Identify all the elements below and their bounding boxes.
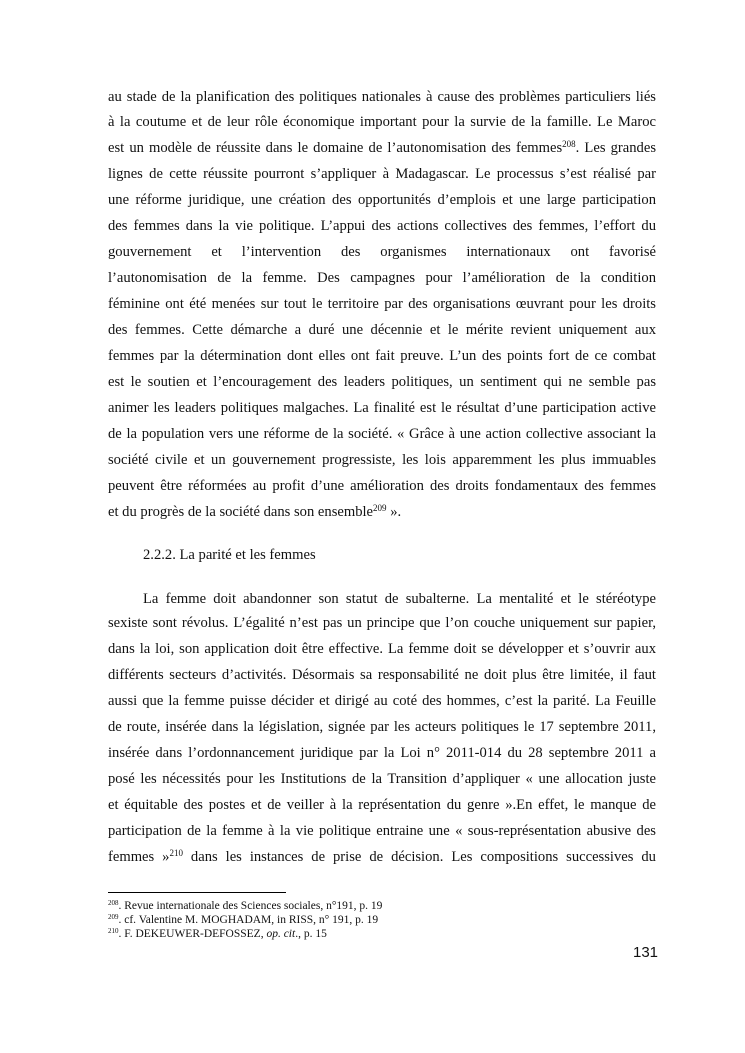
body-line-text: et du progrès de la société dans son ensemble — [108, 504, 374, 520]
footnote-ref[interactable]: 208 — [562, 139, 576, 149]
body-line-text: dans les instances de prise de décision. Les compositions successives du — [182, 849, 656, 865]
body-line: sexiste sont révolus. L’égalité n’est pas un principe que l’on couche uniquement sur papier, — [108, 615, 656, 631]
footnote-ref[interactable]: 210 — [169, 848, 183, 858]
footnote — [108, 899, 382, 913]
body-line: est le soutien et l’encouragement des leaders politiques, un sentiment qui ne semble pas — [108, 374, 656, 390]
footnote-text: ., p. 15 — [295, 928, 327, 940]
body-line: féminine ont été menées sur tout le territoire par des organisations œuvrant pour les droits — [108, 296, 656, 312]
body-line: aussi que la femme puisse décider et dirigé au coté des hommes, c’est la parité. La Feuille — [108, 693, 656, 709]
body-line: des femmes. Cette démarche a duré une décennie et le mérite revient uniquement aux — [108, 322, 656, 338]
body-line: de la population vers une réforme de la société. « Grâce à une action collective associant la — [108, 426, 656, 442]
body-line: lignes de cette réussite pourront s’appliquer à Madagascar. Le processus s’est réalisé par — [108, 166, 656, 182]
footnote — [108, 913, 378, 927]
body-line — [108, 503, 656, 521]
body-line: femmes par la détermination dont elles ont fait preuve. L’un des points fort de ce combat — [108, 348, 656, 364]
body-line: une réforme juridique, une création des opportunités d’emplois et une large participation — [108, 192, 656, 208]
footnote-italic: op. cit — [266, 928, 296, 940]
footnote-number: 210 — [108, 927, 119, 935]
body-line: différents secteurs d’activités. Désormais sa responsabilité ne doit plus être limitée, il faut — [108, 667, 656, 683]
body-line: l’autonomisation de la femme. Des campagnes pour l’amélioration de la condition — [108, 270, 656, 286]
body-line — [108, 848, 656, 866]
body-line: de route, insérée dans la législation, signée par les acteurs politiques le 17 septembre 2011, — [108, 719, 656, 735]
body-line-text: est un modèle de réussite dans le domaine de l’autonomisation des femmes — [108, 140, 563, 156]
body-line-text: ». — [386, 504, 402, 520]
body-line: La femme doit abandonner son statut de subalterne. La mentalité et le stéréotype — [143, 591, 656, 607]
body-line: et équitable des postes et de veiller à la représentation du genre ».En effet, le manque de — [108, 797, 656, 813]
body-line: société civile et un gouvernement progressiste, les lois apparemment les plus immuables — [108, 452, 656, 468]
section-heading: 2.2.2. La parité et les femmes — [143, 547, 316, 563]
body-line: au stade de la planification des politiques nationales à cause des problèmes particuliers liés — [108, 89, 656, 105]
body-line: participation de la femme à la vie politique entraine une « sous-représentation abusive des — [108, 823, 656, 839]
footnote-ref[interactable]: 209 — [373, 503, 387, 513]
body-line: dans la loi, son application doit être effective. La femme doit se développer et s’ouvrir aux — [108, 641, 656, 657]
body-line: à la coutume et de leur rôle économique important pour la survie de la famille. Le Maroc — [108, 114, 656, 130]
footnote-text: . F. DEKEUWER-DEFOSSEZ, — [118, 928, 267, 940]
footnote-number: 209 — [108, 913, 119, 921]
body-line: gouvernement et l’intervention des organismes internationaux ont favorisé — [108, 244, 656, 260]
body-line — [108, 139, 656, 157]
footnote — [108, 927, 327, 941]
footnote-separator — [108, 892, 286, 893]
body-line: peuvent être réformées au profit d’une amélioration des droits fondamentaux des femmes — [108, 478, 656, 494]
body-line: posé les nécessités pour les Institutions de la Transition d’appliquer « une allocation juste — [108, 771, 656, 787]
body-line-text: femmes » — [108, 849, 170, 865]
body-line: insérée dans l’ordonnancement juridique par la Loi n° 2011-014 du 28 septembre 2011 a — [108, 745, 656, 761]
body-line: animer les leaders politiques malgaches. La finalité est le résultat d’une participation active — [108, 400, 656, 416]
footnote-number: 208 — [108, 899, 119, 907]
body-line: des femmes dans la vie politique. L’appui des actions collectives des femmes, l’effort du — [108, 218, 656, 234]
page-number: 131 — [633, 944, 659, 961]
footnote-text: . Revue internationale des Sciences sociales, n°191, p. 19 — [118, 900, 383, 912]
body-line-text: . Les grandes — [575, 140, 656, 156]
footnote-text: . cf. Valentine M. MOGHADAM, in RISS, n° 191, p. 19 — [118, 914, 379, 926]
